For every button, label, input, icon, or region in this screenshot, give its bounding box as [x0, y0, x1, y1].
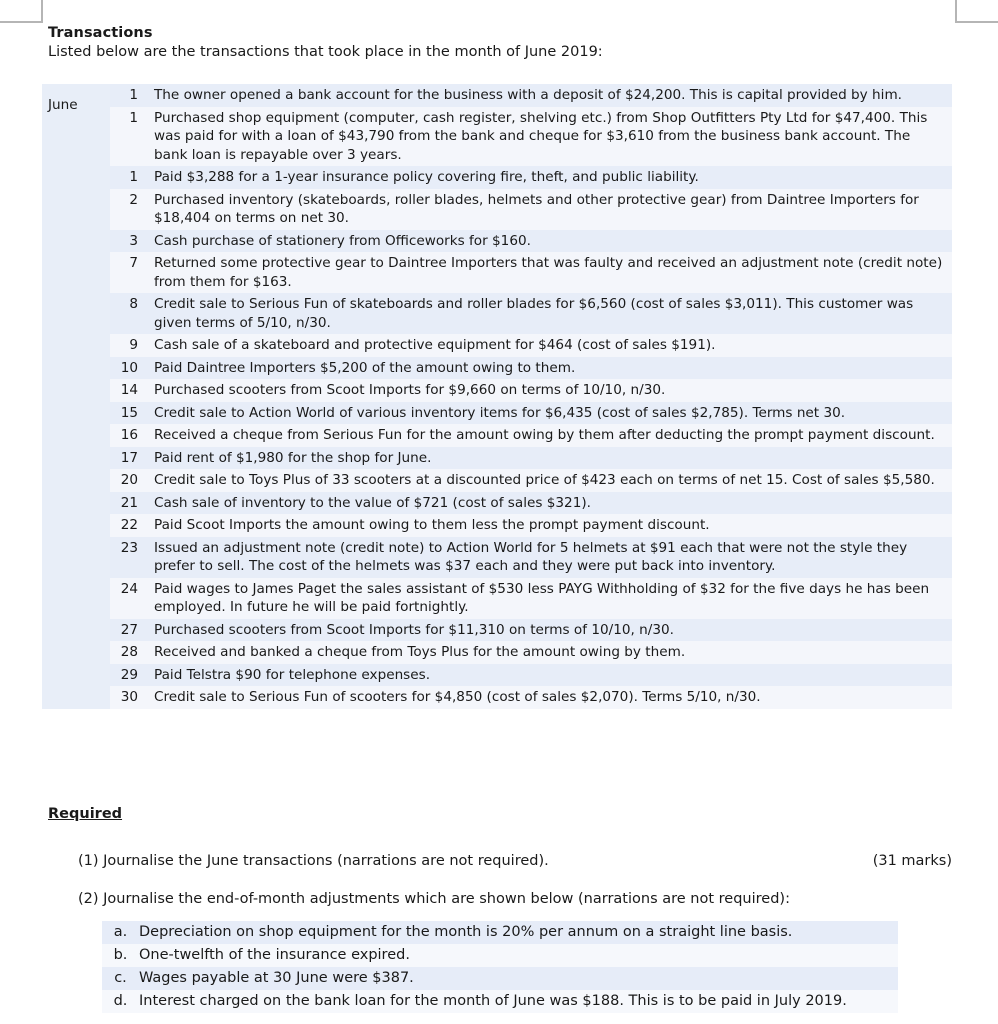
- transaction-day: 27: [110, 619, 154, 642]
- transaction-description: Purchased scooters from Scoot Imports for $9,660 on terms of 10/10, n/30.: [154, 379, 952, 402]
- transaction-description: The owner opened a bank account for the business with a deposit of $24,200. This is capital provided by him.: [154, 84, 952, 107]
- transaction-row: [42, 379, 952, 402]
- transaction-day: 14: [110, 379, 154, 402]
- transaction-row: [42, 641, 952, 664]
- adjustment-text: Interest charged on the bank loan for the month of June was $188. This is to be paid in July 2019.: [139, 993, 847, 1009]
- transaction-row: [42, 230, 952, 253]
- transaction-description: Credit sale to Toys Plus of 33 scooters at a discounted price of $423 each on terms of net 15. Cost of sales $5,580.: [154, 469, 952, 492]
- transaction-day: 10: [110, 357, 154, 380]
- transaction-description: Paid Daintree Importers $5,200 of the amount owing to them.: [154, 357, 952, 380]
- transaction-description: Cash purchase of stationery from Officeworks for $160.: [154, 230, 952, 253]
- transaction-description: Issued an adjustment note (credit note) to Action World for 5 helmets at $91 each that were not the style they prefer to sell. The cost of the helmets was $37 each and they were put back into inventory.: [154, 537, 952, 578]
- transaction-row: [42, 619, 952, 642]
- question-1-text: (1) Journalise the June transactions (narrations are not required).: [78, 853, 549, 869]
- transaction-day: 9: [110, 334, 154, 357]
- transactions-table: [42, 84, 952, 709]
- transaction-day: 24: [110, 578, 154, 619]
- transaction-day: 17: [110, 447, 154, 470]
- crop-mark-right: [955, 0, 998, 23]
- transaction-description: Credit sale to Serious Fun of scooters for $4,850 (cost of sales $2,070). Terms 5/10, n/30.: [154, 686, 952, 709]
- transaction-day: 7: [110, 252, 154, 293]
- adjustment-item: [102, 944, 898, 967]
- transaction-description: Cash sale of inventory to the value of $721 (cost of sales $321).: [154, 492, 952, 515]
- transaction-row: [42, 578, 952, 619]
- question-2-text: (2) Journalise the end-of-month adjustments which are shown below (narrations are not required):: [78, 891, 790, 907]
- transaction-description: Paid wages to James Paget the sales assistant of $530 less PAYG Withholding of $32 for the five days he has been employed. In future he will be paid fortnightly.: [154, 578, 952, 619]
- transaction-row: [42, 514, 952, 537]
- transaction-day: 21: [110, 492, 154, 515]
- transaction-description: Credit sale to Action World of various inventory items for $6,435 (cost of sales $2,785). Terms net 30.: [154, 402, 952, 425]
- transaction-description: Purchased scooters from Scoot Imports for $11,310 on terms of 10/10, n/30.: [154, 619, 952, 642]
- question-1: [78, 853, 952, 869]
- crop-mark-left: [0, 0, 43, 23]
- adjustment-text: One-twelfth of the insurance expired.: [139, 947, 410, 963]
- transaction-description: Purchased inventory (skateboards, roller blades, helmets and other protective gear) from Daintree Importers for $18,404 on terms on net 30.: [154, 189, 952, 230]
- transaction-day: 2: [110, 189, 154, 230]
- adjustment-letter: d.: [113, 993, 128, 1009]
- transaction-description: Paid Scoot Imports the amount owing to them less the prompt payment discount.: [154, 514, 952, 537]
- transaction-day: 1: [110, 107, 154, 167]
- transaction-day: 16: [110, 424, 154, 447]
- month-label: June: [48, 97, 78, 113]
- transaction-description: Paid $3,288 for a 1-year insurance policy covering fire, theft, and public liability.: [154, 166, 952, 189]
- transaction-row: [42, 252, 952, 293]
- transaction-day: 3: [110, 230, 154, 253]
- transaction-day: 20: [110, 469, 154, 492]
- transaction-row: [42, 107, 952, 167]
- transaction-row: [42, 686, 952, 709]
- adjustment-letter: a.: [113, 924, 128, 940]
- transaction-day: 28: [110, 641, 154, 664]
- transaction-day: 30: [110, 686, 154, 709]
- transaction-day: 23: [110, 537, 154, 578]
- transactions-body: [42, 84, 952, 709]
- section-title: Transactions: [48, 25, 153, 41]
- transaction-day: 29: [110, 664, 154, 687]
- transaction-description: Paid rent of $1,980 for the shop for June.: [154, 447, 952, 470]
- transaction-description: Purchased shop equipment (computer, cash register, shelving etc.) from Shop Outfitters Pty Ltd for $47,400. This was paid for with a loan of $43,790 from the bank and cheque for $3,610 from the business bank account. The bank loan is repayable over 3 years.: [154, 107, 952, 167]
- transaction-description: Credit sale to Serious Fun of skateboards and roller blades for $6,560 (cost of sales $3,011). This customer was given terms of 5/10, n/30.: [154, 293, 952, 334]
- transaction-description: Paid Telstra $90 for telephone expenses.: [154, 664, 952, 687]
- transaction-description: Received and banked a cheque from Toys Plus for the amount owing by them.: [154, 641, 952, 664]
- transaction-row: [42, 469, 952, 492]
- transaction-day: 1: [110, 84, 154, 107]
- transaction-row: [42, 166, 952, 189]
- transaction-day: 8: [110, 293, 154, 334]
- transaction-day: 15: [110, 402, 154, 425]
- transaction-row: [42, 447, 952, 470]
- transaction-row: [42, 84, 952, 107]
- question-2: [78, 891, 952, 907]
- transaction-row: [42, 189, 952, 230]
- transaction-row: [42, 293, 952, 334]
- adjustment-item: [102, 967, 898, 990]
- transaction-description: Returned some protective gear to Daintree Importers that was faulty and received an adjustment note (credit note) from them for $163.: [154, 252, 952, 293]
- transaction-day: 22: [110, 514, 154, 537]
- transaction-row: [42, 537, 952, 578]
- transaction-row: [42, 424, 952, 447]
- adjustment-letter: c.: [114, 970, 127, 986]
- adjustment-letter: b.: [113, 947, 128, 963]
- transaction-row: [42, 402, 952, 425]
- adjustment-item: [102, 921, 898, 944]
- transaction-row: [42, 492, 952, 515]
- adjustments-list: [102, 921, 898, 1013]
- transaction-description: Received a cheque from Serious Fun for the amount owing by them after deducting the prompt payment discount.: [154, 424, 952, 447]
- required-heading: Required: [48, 806, 123, 822]
- adjustment-text: Depreciation on shop equipment for the month is 20% per annum on a straight line basis.: [139, 924, 793, 940]
- month-cell: [42, 84, 110, 709]
- transaction-description: Cash sale of a skateboard and protective equipment for $464 (cost of sales $191).: [154, 334, 952, 357]
- transaction-row: [42, 334, 952, 357]
- transaction-day: 1: [110, 166, 154, 189]
- transaction-row: [42, 357, 952, 380]
- adjustment-text: Wages payable at 30 June were $387.: [139, 970, 414, 986]
- adjustment-item: [102, 990, 898, 1013]
- question-1-marks: (31 marks): [872, 853, 952, 869]
- intro-text: Listed below are the transactions that took place in the month of June 2019:: [48, 44, 603, 60]
- transaction-row: [42, 664, 952, 687]
